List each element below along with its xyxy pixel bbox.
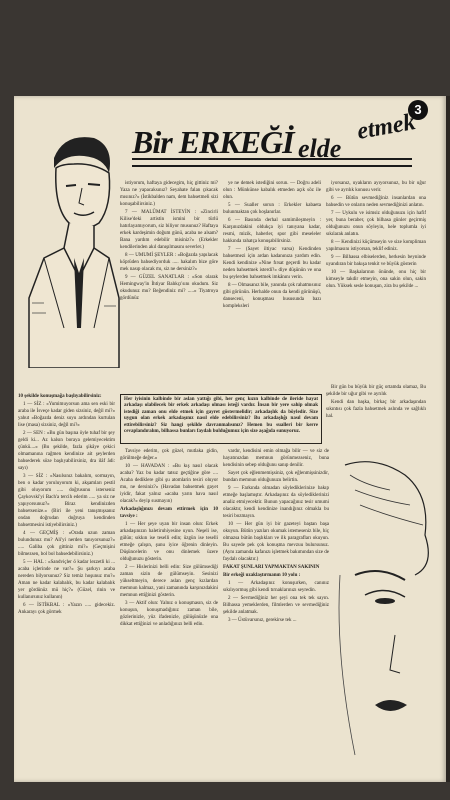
col1-paragraph: 10 şekilde konuşmağa başlıyabilirsiniz: bbox=[18, 394, 102, 399]
col1-paragraph: 2 — SEN : «Bu gün başına öyle tuhaf bir şey geldi ki... Az kalsın boraya gelemiyecektim çünkü....» (Bu şekilde, fazla şikâye çekici olmamanına rağmen kendinize ait şeylerden bahsederek söze başlıyabilirsiniz, dra ilâf âdi: sayı) bbox=[18, 431, 115, 471]
col6-paragraph: 3 — Üstüvarsınız, gerekirse tek ... bbox=[228, 618, 297, 623]
col5-paragraph: 2 — Hislerinizi belli edin: Size gülümsediği zaman sizin de gülümseyin. Sesinizi yükseltmeyin, derece aslan genç kızlardan memnun kalmaz, yani zamanında karşınızdakini memnun ettiğinizi gösterin. bbox=[120, 565, 218, 598]
col4-paragraph: 9 — Bilhassa elbiselerden, herkesin beyninde uyandıran bir bakışa tenkit ve büyük gösterin bbox=[326, 255, 426, 267]
col6-paragraph: 2 — Sevmediğiniz her şeyi ona tek tek sayın. Bilhassa yemeklerden, filmlerden ve sevmediğiniz şekilde anlatmak. bbox=[223, 596, 329, 615]
col5-paragraph: 10 — HAVADAN : «Bu kış nasıl olacak acaba? Yaz bu kadar tatsız geçtiğine göre .... Acaba dediklere gibi şu atomlarin tesiri oluyor mu, ne dersiniz?» (Havadan bahsetmek gayet iyidir, fakat yalnız «acaba yarın hava nasıl olacak?» deyip susmayın) bbox=[120, 464, 218, 504]
man-portrait-illustration bbox=[24, 128, 124, 368]
col5-paragraph: Tavsiye ederim, çok güzel, mutlaka gidin, görülmeğe değer.» bbox=[120, 449, 218, 461]
page-number-badge: 3 bbox=[408, 100, 428, 120]
col1-paragraph: 1 — SİZ : «Yumimuyorsun ama sen eski bir araba ile İsveçe kadar giden sizsiniz, değil mi?» yahut «Boğazda deniz suyu ardından kurtulan lise (masa) sizsiniz, değil mi?» bbox=[18, 402, 115, 428]
col6-paragraph: 9 — Farkında olmadan söylediklerinize bakıp etmeğe başlamıştır. Arkadaşınız da söylediklerinizi analiz etmiyecektir. Bunun yapacağınız tesir umumi olacaktır, kendi kendinize inandığınız olmakla bu tesiri bozmayın. bbox=[223, 486, 329, 519]
col5-paragraph: 3 — Aktif olun: Yalnız o konuşmasın, siz de konuşun, konuşmadığınız zaman bile, gözlerinizle, yüz ifadenizle, gülüşünüzle ona dikkat ettiğinizi ve anladığınızı belli edin. bbox=[120, 601, 218, 627]
column-6 bbox=[223, 448, 329, 778]
col6-subheading: FAKAT ŞUNLARI YAPMAKTAN SAKININ bbox=[223, 565, 320, 570]
col5-subheading: Arkadaşlığınızı devam ettirmek için 10 tavsiye : bbox=[120, 507, 218, 519]
col1-paragraph: 3 — SİZ : «Nasılsınız bakalım, sormayın, ben o kadar yoruluyorum ki, akşamları pestil gibi oluyorum ..... doğrusunu isterseniz Çaykovski'yi Bach'a tercih ederim ..... ya siz ne yapıyorsunuz?» Biraz kendinizden bahsetsenize.» (Biri ile yeni tanışmışsanız ondan doğrudan doğruya kendinden bahsetmesini istiyebilirsiniz.) bbox=[18, 474, 115, 528]
title-part-1: Bir ERKEĞİ bbox=[132, 124, 294, 160]
col4-paragraph: 8 — Kendinizi küçümseyin ve size kompliman yapılmasını istiyorsan, teklif ediniz. bbox=[326, 240, 426, 252]
intro-boxed-text: Her iyisinin kalbinde bir aslan yattığı gibi, her genç kızın kalbinde de ileride hayat arkadaşı olabilecek bir erkek arkadaşı olması isteği vardır. İnsan bir yere sahip olmak istediği zaman onu elde etmek için gayret göstermelidir; arkadaşlık da böyledir. Size uygun olan erkek arkadaşınız nasıl elde edebilirsiniz? Bu arkadaşlığı nasıl devam ettirebilirsiniz? Siz hangi şekilde davranmalısınız? Hemen bu sualleri bir kerre cevaplandıralım, bilhassa bunları faydalı bulduğumuz için size aşağıda sunuyoruz. bbox=[120, 394, 322, 444]
col4-paragraph: 10 — Başkalarının önünde, onu hiç bir kimseyle takdir etmeyin, ona sakin olun, sakin olun. Yüksek sesle konuşun, zira bu şekilde ... bbox=[326, 270, 426, 289]
column-2 bbox=[120, 180, 218, 390]
binding-edge bbox=[446, 96, 450, 782]
column-4 bbox=[326, 180, 426, 390]
col6-paragraph: 10 — Her gün iyi bir gazeteyi baştan başa okuyun. Bütün yazıları okumak istemeseniz bile, hiç olmazsa bütün başlıkları ve ilk paragrafları okuyun. Bu sayede pek çok konuşma mevzuu bulursunuz. (Aynı zamanda kafanızı işletmek bakımından size de faydalı olacaktır.) bbox=[223, 522, 329, 562]
col4-paragraph: 6 — Bütün sevmediğiniz insanlardan ona bahsedin ve onların neden sevmediğinizi anlatın. bbox=[326, 196, 426, 208]
column-3 bbox=[223, 180, 321, 390]
title-part-3: etmek bbox=[355, 109, 418, 145]
title-part-2: elde bbox=[298, 134, 342, 163]
column-4-lower bbox=[326, 384, 426, 446]
col2-paragraph: istiyorum, haftaya gidecegim, hiç gittiniz mi? Yaza ne yapacaksınız? Seyahate falan çıkacak mısınız?» (İstikbalden nam, dem bahsetmeli sizi konuşabilirsiniz.) bbox=[120, 181, 218, 207]
column-1 bbox=[18, 393, 115, 773]
col3-paragraph: 7 — (Sayet iltiyac varsa) Kendinden bahsetmezi için ardan kadanınıza yardım edin. Kendi kendinize «Nine fırsat geçerdi bu kadar neden bahsetmek isterdi?» diye düşünün ve ona bu şeylerden bahsetmek imkânını verin. bbox=[223, 247, 321, 280]
col3-paragraph: 6 — Basında derhal samimileşmeyin : Karşınızdakini oldukça iyi tanıyana kadar, resmi, mizik, haberler, spor gibi meseleler hakkında rahatça konuşabilirsiniz. bbox=[223, 218, 321, 244]
col1-paragraph: 4 — GEÇMİŞ : «Orada uzun zaman bulundunuz mu? Ali'yi nerden tanıyorsunuz?» ..... Galiba çok gittiniz mi?» (Geçmişini bilmezsen, bol bol bahsedebilirsiniz.) bbox=[18, 531, 115, 557]
woman-sketch-illustration bbox=[335, 455, 435, 775]
col1-paragraph: 6 — İSTİKBAL : «Yazın ..... gidecekiz. Ankarayı çok görmek bbox=[18, 603, 115, 615]
col2-paragraph: 8 — UMUMİ ŞEYLER : «Boğazda yapılacak köprüden bahsediyorduk ..... hakalım bize göre mek nasıp olacak mı, siz ne dersiniz?» bbox=[120, 253, 218, 272]
col4-paragraph: 7 — Uykulu ve isimsiz olduğunuzu için hafif yer, buna beraber, çok bilhasa günler geçirmiş olduğunuzu onun söyleyin, hele toplumla iyi sıkılarak anlatın. bbox=[326, 211, 426, 237]
col3-paragraph: 8 — Olmasanız bile, yanında çok rahatmısınız gibi görünün. Herhalde onun da kendi görünüşü, danseceni, konuşması hususunda bazı kompleksleri bbox=[223, 283, 321, 309]
col5-paragraph: 1 — Her şeye uyan bir insan olun: Erkek arkadaşınızın haletiruhiyesine uyun. Neşeli ise, gülün; sıkkın ise teselli edin; üzgün ise teselli etmeğe çalışın, şunu iyice öğrenin dinleyin. Düşüncelerin ve onu dinlemek üzere olduğunuzu gösterin. bbox=[120, 522, 218, 562]
col4-paragraph: iyorsanız, uyakların ayıyorsunuz, bu bir uğur gibi ve ayrılık konusu verir. bbox=[326, 181, 426, 193]
title-underline bbox=[132, 158, 412, 167]
col6-paragraph: Sayet çok eğlenmemişsiniz, çok eğlenmişsinizdir, bundan memnun olduğunuzu belirtin. bbox=[223, 471, 329, 483]
col1-paragraph: 5 — HAL : «Sandviçler ö kadar lezzetli ki ... acaba içlerinde ne var?» Şu şarkıyı acaba nereden bilyorsunuz? Siz temiz hoşunuz mu?» Aman ne kadar kalabalık, bu kadar kalabalık yer gördünüz mü hiç?» (Güzel, rinin ve kullanırsınız kullanın) bbox=[18, 560, 115, 600]
col3-paragraph: ye ne demek istediğini sorun. — Doğru adeli olun : Münkünse kabalık etmeden açık söz ile olun. bbox=[223, 181, 321, 200]
col7-paragraph: Bir gün bu büyük bir güç ortamda olamaz, Bu şekilde bir uğur gibi ve ayrılık bbox=[326, 385, 426, 397]
col2-paragraph: 7 — MALÛMAT İSTEYİN : «Zincirli Kilise'deki artistin ismini bir türlü hatırlayamıyorum, siz biliyor musunuz? Haftaya erkek kardeşimin doğum günü, acaba ne alsam? Bana yardım edebilir misiniz?» (Erkekler kendilerinden akıl danışılmasını severler.) bbox=[120, 210, 218, 250]
col6-paragraph: 1 — Arkadaşınız konuşurken, canınız sıkılıyormuş gibi kendi tırnaklarınızı seyredin. bbox=[223, 581, 329, 593]
col3-paragraph: 5 — Sualler sorun : Erkekler kabaeta bulunmaktan çok hoşlanırlar. bbox=[223, 203, 321, 215]
column-5 bbox=[120, 448, 218, 778]
article-title bbox=[132, 109, 422, 164]
col6-paragraph: vardır, kendisini emin olmağa bilir — ve siz de hayatınızdan memnun görünmezseniz, buna kendisinin sebep olduğunu sanıp denilir. bbox=[223, 449, 329, 468]
col2-paragraph: 9 — GÜZEL SANATLAR : «Son olarak Hemingway'in İhtiyar Balıkçı'sını okudum. Siz okudunuz mu? Beğendiniz mi? .....» Tiyatroya gördünüz bbox=[120, 275, 218, 301]
col7-paragraph: Kendi dan başka, birkaç bir arkadaşından sıkıntısı çok fazla bahsetmek aslında ve sağlıklı hal. bbox=[326, 400, 426, 419]
col6-subheading: Bir erkeği uzaklaştırmanın 10 yolu : bbox=[223, 573, 301, 578]
